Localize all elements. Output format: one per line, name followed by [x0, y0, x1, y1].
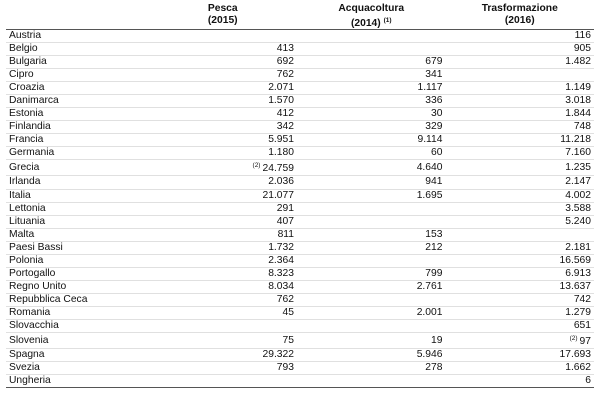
cell-value: 16.569: [559, 254, 591, 266]
trasformazione-cell: [445, 306, 594, 319]
country-cell: Danimarca: [6, 95, 148, 108]
pesca-cell: [148, 56, 297, 69]
pesca-cell: [148, 349, 297, 362]
cell-value: 2.364: [268, 254, 294, 266]
trasformazione-cell: [445, 254, 594, 267]
cell-value: 3.018: [565, 95, 591, 107]
pesca-cell: [148, 121, 297, 134]
cell-value: 11.218: [560, 134, 591, 146]
cell-value: 9.114: [417, 134, 443, 146]
pesca-cell: [148, 95, 297, 108]
acquacoltura-cell: [297, 241, 446, 254]
cell-value: 3.588: [565, 202, 591, 214]
table-row: [6, 134, 594, 147]
table-header: [6, 3, 594, 30]
cell-value: 748: [573, 121, 591, 133]
acquacoltura-cell: [297, 375, 446, 388]
acquacoltura-cell: [297, 293, 446, 306]
pesca-cell: [148, 319, 297, 332]
acquacoltura-cell: [297, 319, 446, 332]
cell-value: 413: [276, 43, 294, 55]
pesca-cell: [148, 293, 297, 306]
header-pesca-title: Pesca: [207, 3, 238, 14]
country-cell: Francia: [6, 134, 148, 147]
cell-value: 2.147: [565, 176, 591, 188]
country-cell: Finlandia: [6, 121, 148, 134]
table-row: [6, 56, 594, 69]
trasformazione-cell: [445, 43, 594, 56]
acquacoltura-cell: [297, 134, 446, 147]
table-row: [6, 254, 594, 267]
acquacoltura-cell: [297, 228, 446, 241]
pesca-cell: [148, 215, 297, 228]
cell-value: 5.240: [565, 215, 591, 227]
cell-value: 799: [425, 267, 443, 279]
cell-value: 679: [425, 56, 443, 68]
trasformazione-cell: [445, 362, 594, 375]
cell-value: 1.482: [565, 56, 591, 68]
acquacoltura-cell: [297, 306, 446, 319]
pesca-cell: [148, 82, 297, 95]
cell-value: 278: [425, 362, 443, 374]
trasformazione-cell: [445, 160, 594, 176]
pesca-cell: [148, 375, 297, 388]
pesca-cell: [148, 254, 297, 267]
cell-value: 811: [277, 228, 294, 240]
country-cell: Italia: [6, 189, 148, 202]
cell-value: 905: [573, 43, 591, 55]
country-cell: Slovenia: [6, 333, 148, 349]
table-row: [6, 362, 594, 375]
country-cell: Slovacchia: [6, 319, 148, 332]
pesca-cell: [148, 333, 297, 349]
cell-value: 291: [276, 202, 294, 214]
trasformazione-cell: [445, 69, 594, 82]
table-row: [6, 319, 594, 332]
table-row: [6, 189, 594, 202]
cell-value: 6: [585, 375, 591, 387]
pesca-cell: [148, 69, 297, 82]
cell-value: 7.160: [565, 147, 591, 159]
country-cell: Cipro: [6, 69, 148, 82]
trasformazione-cell: [445, 189, 594, 202]
pesca-cell: [148, 43, 297, 56]
table-row: [6, 215, 594, 228]
trasformazione-cell: [445, 267, 594, 280]
pesca-cell: [148, 228, 297, 241]
table-row: [6, 293, 594, 306]
trasformazione-cell: [445, 56, 594, 69]
country-cell: Repubblica Ceca: [6, 293, 148, 306]
acquacoltura-cell: [297, 108, 446, 121]
table-row: [6, 267, 594, 280]
header-acquacoltura-year: (2014): [350, 18, 381, 29]
cell-value: 6.913: [565, 267, 591, 279]
cell-value: 941: [425, 176, 443, 188]
acquacoltura-cell: [297, 147, 446, 160]
fisheries-employment-table: [6, 3, 594, 388]
country-cell: Lettonia: [6, 202, 148, 215]
country-cell: Croazia: [6, 82, 148, 95]
acquacoltura-cell: [297, 43, 446, 56]
cell-value: 1.695: [416, 189, 443, 201]
country-cell: Belgio: [6, 43, 148, 56]
country-cell: Austria: [6, 30, 148, 43]
trasformazione-cell: [445, 333, 594, 349]
acquacoltura-cell: [297, 267, 446, 280]
cell-value: 651: [573, 320, 591, 331]
cell-value: 29.322: [262, 349, 294, 361]
trasformazione-cell: [445, 95, 594, 108]
country-cell: Romania: [6, 306, 148, 319]
country-cell: Lituania: [6, 215, 148, 228]
cell-value: 793: [276, 362, 294, 374]
cell-value: 2.001: [416, 306, 443, 318]
trasformazione-cell: [445, 241, 594, 254]
trasformazione-cell: [445, 280, 594, 293]
cell-value: 60: [431, 147, 443, 159]
cell-value: 2.761: [416, 280, 443, 292]
cell-value: 1.732: [268, 241, 294, 253]
country-cell: Irlanda: [6, 176, 148, 189]
cell-value: 1.149: [565, 82, 591, 94]
cell-value: 13.637: [559, 280, 591, 292]
cell-value: 329: [425, 121, 443, 133]
cell-value: 2.071: [268, 82, 294, 94]
cell-value: 1.235: [565, 161, 591, 173]
country-cell: Estonia: [6, 108, 148, 121]
pesca-cell: [148, 202, 297, 215]
acquacoltura-cell: [297, 56, 446, 69]
table-row: [6, 69, 594, 82]
trasformazione-cell: [445, 319, 594, 332]
acquacoltura-cell: [297, 121, 446, 134]
trasformazione-cell: [445, 82, 594, 95]
footnote-marker: (2): [569, 335, 578, 343]
cell-value: 2.036: [268, 176, 294, 188]
table-row: [6, 241, 594, 254]
cell-value: 97: [579, 336, 591, 348]
table-row: [6, 228, 594, 241]
cell-value: 153: [425, 228, 443, 240]
cell-value: 1.180: [268, 147, 294, 159]
cell-value: 692: [276, 56, 294, 68]
country-cell: Ungheria: [6, 375, 148, 388]
pesca-cell: [148, 176, 297, 189]
trasformazione-cell: [445, 375, 594, 388]
acquacoltura-cell: [297, 95, 446, 108]
acquacoltura-cell: [297, 202, 446, 215]
trasformazione-cell: [445, 215, 594, 228]
cell-value: 4.002: [565, 189, 591, 201]
header-trasformazione-title: Trasformazione: [481, 3, 558, 14]
acquacoltura-cell: [297, 215, 446, 228]
cell-value: 762: [276, 69, 294, 81]
cell-value: 8.323: [268, 267, 294, 279]
pesca-cell: [148, 134, 297, 147]
table-row: [6, 349, 594, 362]
acquacoltura-cell: [297, 254, 446, 267]
pesca-cell: [148, 147, 297, 160]
acquacoltura-cell: [297, 160, 446, 176]
cell-value: 341: [425, 69, 443, 81]
cell-value: 1.117: [417, 82, 443, 94]
pesca-cell: [148, 306, 297, 319]
table-row: [6, 108, 594, 121]
cell-value: 116: [574, 30, 591, 42]
table-row: [6, 333, 594, 349]
cell-value: 336: [425, 95, 443, 107]
country-cell: Svezia: [6, 362, 148, 375]
acquacoltura-cell: [297, 176, 446, 189]
header-pesca-year: (2015): [148, 15, 297, 30]
pesca-cell: [148, 189, 297, 202]
acquacoltura-cell: [297, 333, 446, 349]
trasformazione-cell: [445, 349, 594, 362]
header-acquacoltura-year-cell: [297, 15, 446, 30]
header-country-blank: [6, 15, 148, 30]
header-acquacoltura-title: Acquacoltura: [338, 3, 405, 14]
country-cell: Portogallo: [6, 267, 148, 280]
acquacoltura-cell: [297, 82, 446, 95]
table-row: [6, 280, 594, 293]
cell-value: 24.759: [262, 163, 294, 175]
cell-value: 21.077: [262, 189, 294, 201]
country-cell: Grecia: [6, 160, 148, 176]
pesca-cell: [148, 160, 297, 176]
acquacoltura-cell: [297, 349, 446, 362]
cell-value: 2.181: [565, 241, 591, 253]
table-row: [6, 147, 594, 160]
table-row: [6, 95, 594, 108]
cell-value: 4.640: [416, 161, 443, 173]
table-row: [6, 375, 594, 388]
cell-value: 212: [425, 241, 443, 253]
country-cell: Regno Unito: [6, 280, 148, 293]
footnote-marker: (2): [252, 162, 261, 170]
country-cell: Germania: [6, 147, 148, 160]
country-cell: Spagna: [6, 349, 148, 362]
trasformazione-cell: [445, 293, 594, 306]
cell-value: 8.034: [268, 280, 294, 292]
acquacoltura-cell: [297, 30, 446, 43]
trasformazione-cell: [445, 202, 594, 215]
cell-value: 75: [282, 334, 294, 346]
trasformazione-cell: [445, 30, 594, 43]
pesca-cell: [148, 267, 297, 280]
acquacoltura-cell: [297, 280, 446, 293]
acquacoltura-cell: [297, 189, 446, 202]
table-row: [6, 82, 594, 95]
cell-value: 1.570: [268, 95, 294, 107]
cell-value: 742: [573, 293, 591, 305]
table-row: [6, 121, 594, 134]
header-acquacoltura-footnote: (1): [383, 17, 392, 24]
cell-value: 5.946: [416, 349, 443, 361]
trasformazione-cell: [445, 134, 594, 147]
country-cell: Paesi Bassi: [6, 241, 148, 254]
trasformazione-cell: [445, 147, 594, 160]
table-body: [6, 30, 594, 388]
table-row: [6, 176, 594, 189]
pesca-cell: [148, 362, 297, 375]
cell-value: 407: [276, 215, 294, 227]
table-row: [6, 43, 594, 56]
header-country: [6, 3, 148, 15]
header-trasformazione-year: (2016): [445, 15, 594, 30]
cell-value: 1.662: [565, 362, 591, 374]
cell-value: 19: [431, 334, 443, 346]
cell-value: 762: [276, 293, 294, 305]
acquacoltura-cell: [297, 69, 446, 82]
table-row: [6, 160, 594, 176]
acquacoltura-cell: [297, 362, 446, 375]
pesca-cell: [148, 280, 297, 293]
pesca-cell: [148, 241, 297, 254]
cell-value: 5.951: [268, 134, 294, 146]
table-row: [6, 30, 594, 43]
table-row: [6, 202, 594, 215]
country-cell: Polonia: [6, 254, 148, 267]
country-cell: Malta: [6, 228, 148, 241]
cell-value: 1.844: [565, 108, 591, 120]
cell-value: 342: [276, 121, 294, 133]
cell-value: 1.279: [565, 306, 591, 318]
table-row: [6, 306, 594, 319]
cell-value: 412: [276, 108, 294, 120]
pesca-cell: [148, 108, 297, 121]
cell-value: 45: [282, 306, 294, 318]
country-cell: Bulgaria: [6, 56, 148, 69]
cell-value: 30: [431, 108, 443, 120]
cell-value: 17.693: [559, 349, 591, 361]
trasformazione-cell: [445, 121, 594, 134]
trasformazione-cell: [445, 108, 594, 121]
pesca-cell: [148, 30, 297, 43]
trasformazione-cell: [445, 228, 594, 241]
trasformazione-cell: [445, 176, 594, 189]
